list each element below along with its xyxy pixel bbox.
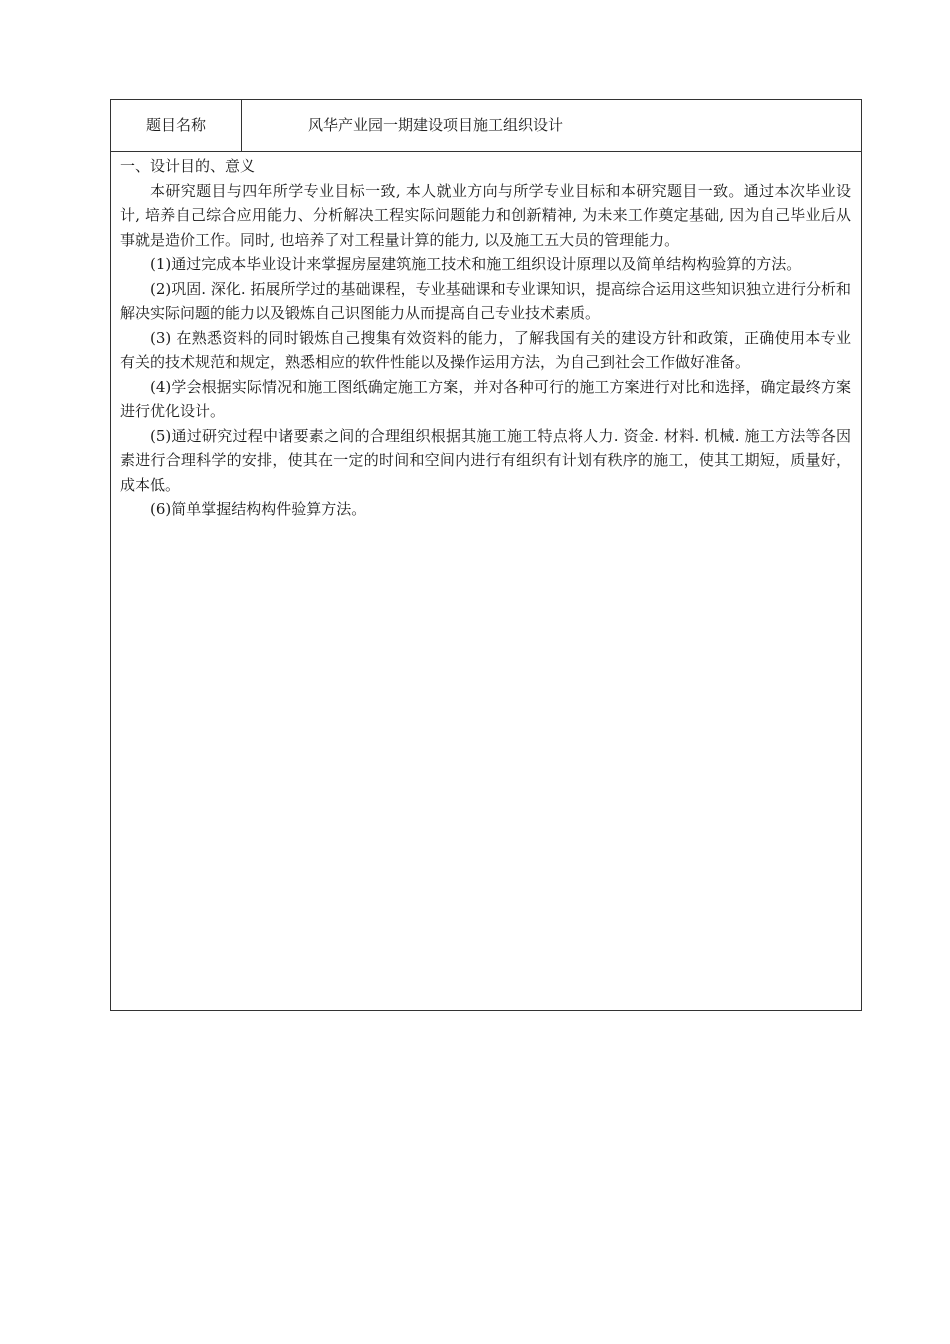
paragraph-item-6: (6)简单掌握结构构件验算方法。 bbox=[150, 500, 367, 518]
form-table bbox=[110, 99, 862, 1011]
paragraph-item-4: (4)学会根据实际情况和施工图纸确定施工方案，并对各种可行的施工方案进行对比和选择，确定最终方案进行优化设计。 bbox=[120, 377, 851, 420]
paragraph-item-3: (3) 在熟悉资料的同时锻炼自己搜集有效资料的能力，了解我国有关的建设方针和政策，正确使用本专业有关的技术规范和规定，熟悉相应的软件性能以及操作运用方法，为自己到社会工作做好准备。 bbox=[120, 328, 851, 371]
paragraph-item-1: (1)通过完成本毕业设计来掌握房屋建筑施工技术和施工组织设计原理以及简单结构构验算的方法。 bbox=[150, 255, 802, 273]
paragraph-intro: 本研究题目与四年所学专业目标一致, 本人就业方向与所学专业目标和本研究题目一致。通过本次毕业设计, 培养自己综合应用能力、分析解决工程实际问题能力和创新精神, 为未来工作奠定基础, 因为自己毕业后从事就是造价工作。同时, 也培养了对工程量计算的能力, 以及施工五大员的管理能力。 bbox=[120, 181, 851, 249]
section-heading: 一、设计目的、意义 bbox=[120, 157, 256, 175]
paragraph-item-2: (2)巩固. 深化. 拓展所学过的基础课程，专业基础课和专业课知识，提高综合运用这些知识独立进行分析和解决实际问题的能力以及锻炼自己识图能力从而提高自己专业技术素质。 bbox=[120, 279, 851, 322]
content-section bbox=[120, 154, 851, 522]
title-value: 风华产业园一期建设项目施工组织设计 bbox=[308, 116, 564, 134]
title-row bbox=[111, 100, 861, 152]
paragraph-item-5: (5)通过研究过程中诸要素之间的合理组织根据其施工施工特点将人力. 资金. 材料. 机械. 施工方法等各因素进行合理科学的安排，使其在一定的时间和空间内进行有组织有计划有秩序的施工，使其工期短，质量好，成本低。 bbox=[120, 426, 851, 494]
title-label: 题目名称 bbox=[111, 100, 242, 151]
